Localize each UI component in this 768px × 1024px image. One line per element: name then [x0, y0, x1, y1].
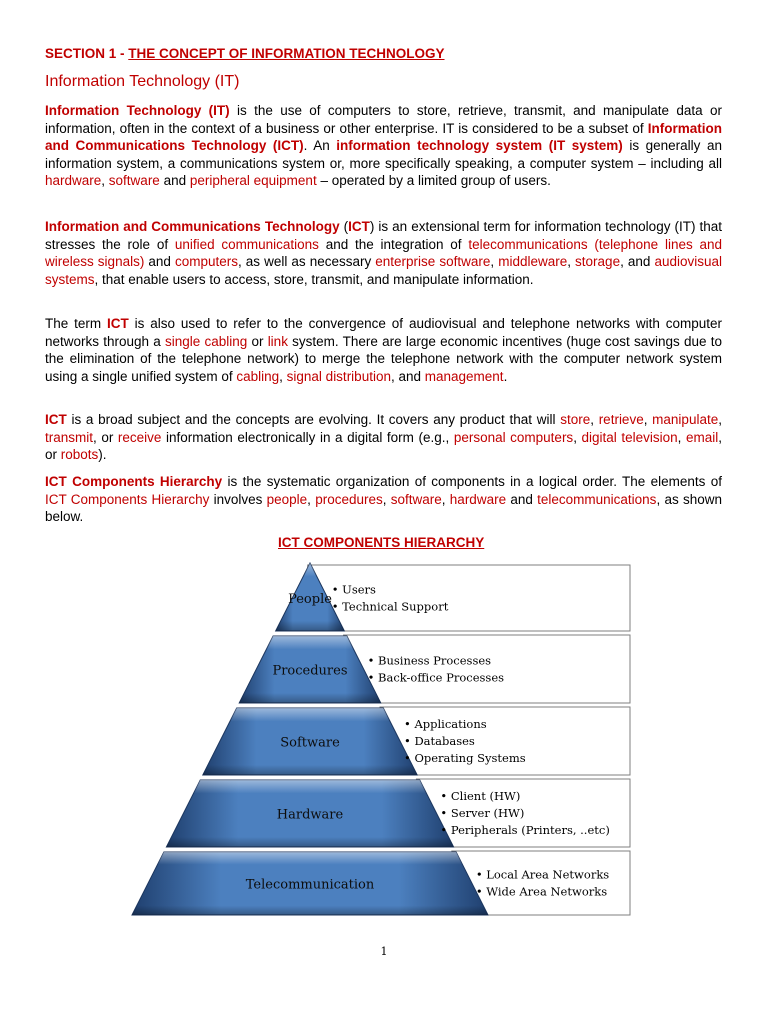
- bullet-item: • Operating Systems: [404, 751, 526, 765]
- paragraph-ict-scope: ICT is a broad subject and the concepts are evolving. It covers any product that will store, retrieve, manipulate, transmit, or receive information electronically in a digital form (e.g., personal computers, digital television, email, or robots).: [45, 412, 722, 463]
- paragraph-ict-definition: Information and Communications Technology (ICT) is an extensional term for information technology (IT) that stresses the role of unified communications and the integration of telecommunications (telephone lines and wireless signals) and computers, as well as necessary enterprise software, middleware, storage, and audiovisual systems, that enable users to access, store, transmit, and manipulate information.: [45, 219, 723, 287]
- pyramid-diagram: [130, 555, 640, 925]
- bullet-item: • Wide Area Networks: [475, 884, 608, 899]
- paragraph-ict-convergence: The term ICT is also used to refer to the convergence of audiovisual and telephone networks with computer networks through a single cabling or link system. There are large economic incentives (huge cost savings due to the elimination of the telephone network) to merge the telephone network with the computer network system using a single unified system of cabling, signal distribution, and management.: [45, 316, 723, 384]
- bullet-item: • Back-office Processes: [367, 670, 505, 685]
- pyramid-label: People: [288, 592, 332, 607]
- bullet-box: [308, 565, 630, 631]
- bullet-box: [344, 635, 630, 703]
- bullet-item: • Business Processes: [367, 653, 492, 668]
- bullet-item: • Local Area Networks: [475, 867, 610, 882]
- paragraph-it-definition: Information Technology (IT) is the use of computers to store, retrieve, transmit, and manipulate data or information, often in the context of a business or other enterprise. IT is considered to be a subset of Information and Communications Technology (ICT). An information technology system (IT system) is generally an information system, a communications system or, more specifically speaking, a computer system – including all hardware, software and peripheral equipment – operated by a limited group of users.: [45, 103, 723, 189]
- bullet-item: • Server (HW): [440, 806, 525, 820]
- subheading: Information Technology (IT): [45, 73, 240, 90]
- figure-title: ICT COMPONENTS HIERARCHY: [278, 535, 485, 550]
- section-heading: [45, 46, 445, 61]
- ict-hierarchy-figure: [130, 555, 640, 925]
- bullet-item: • Users: [331, 582, 376, 597]
- bullet-item: • Peripherals (Printers, ..etc): [440, 823, 610, 837]
- bullet-item: • Databases: [404, 734, 475, 748]
- pyramid-label: Procedures: [272, 663, 348, 679]
- pyramid-label: Software: [280, 735, 340, 751]
- pyramid-label: Hardware: [276, 807, 344, 823]
- bullet-item: • Technical Support: [331, 599, 449, 614]
- paragraph-ict-hierarchy: ICT Components Hierarchy is the systematic organization of components in a logical order. The elements of ICT Components Hierarchy involves people, procedures, software, hardware and telecommunications, as shown below.: [45, 474, 723, 525]
- page-number: 1: [380, 945, 388, 958]
- section-title: THE CONCEPT OF INFORMATION TECHNOLOGY: [128, 46, 445, 61]
- pyramid-label: Telecommunication: [245, 877, 375, 893]
- section-number: SECTION 1 -: [45, 46, 129, 61]
- bullet-item: • Client (HW): [440, 789, 521, 803]
- bullet-item: • Applications: [404, 717, 487, 731]
